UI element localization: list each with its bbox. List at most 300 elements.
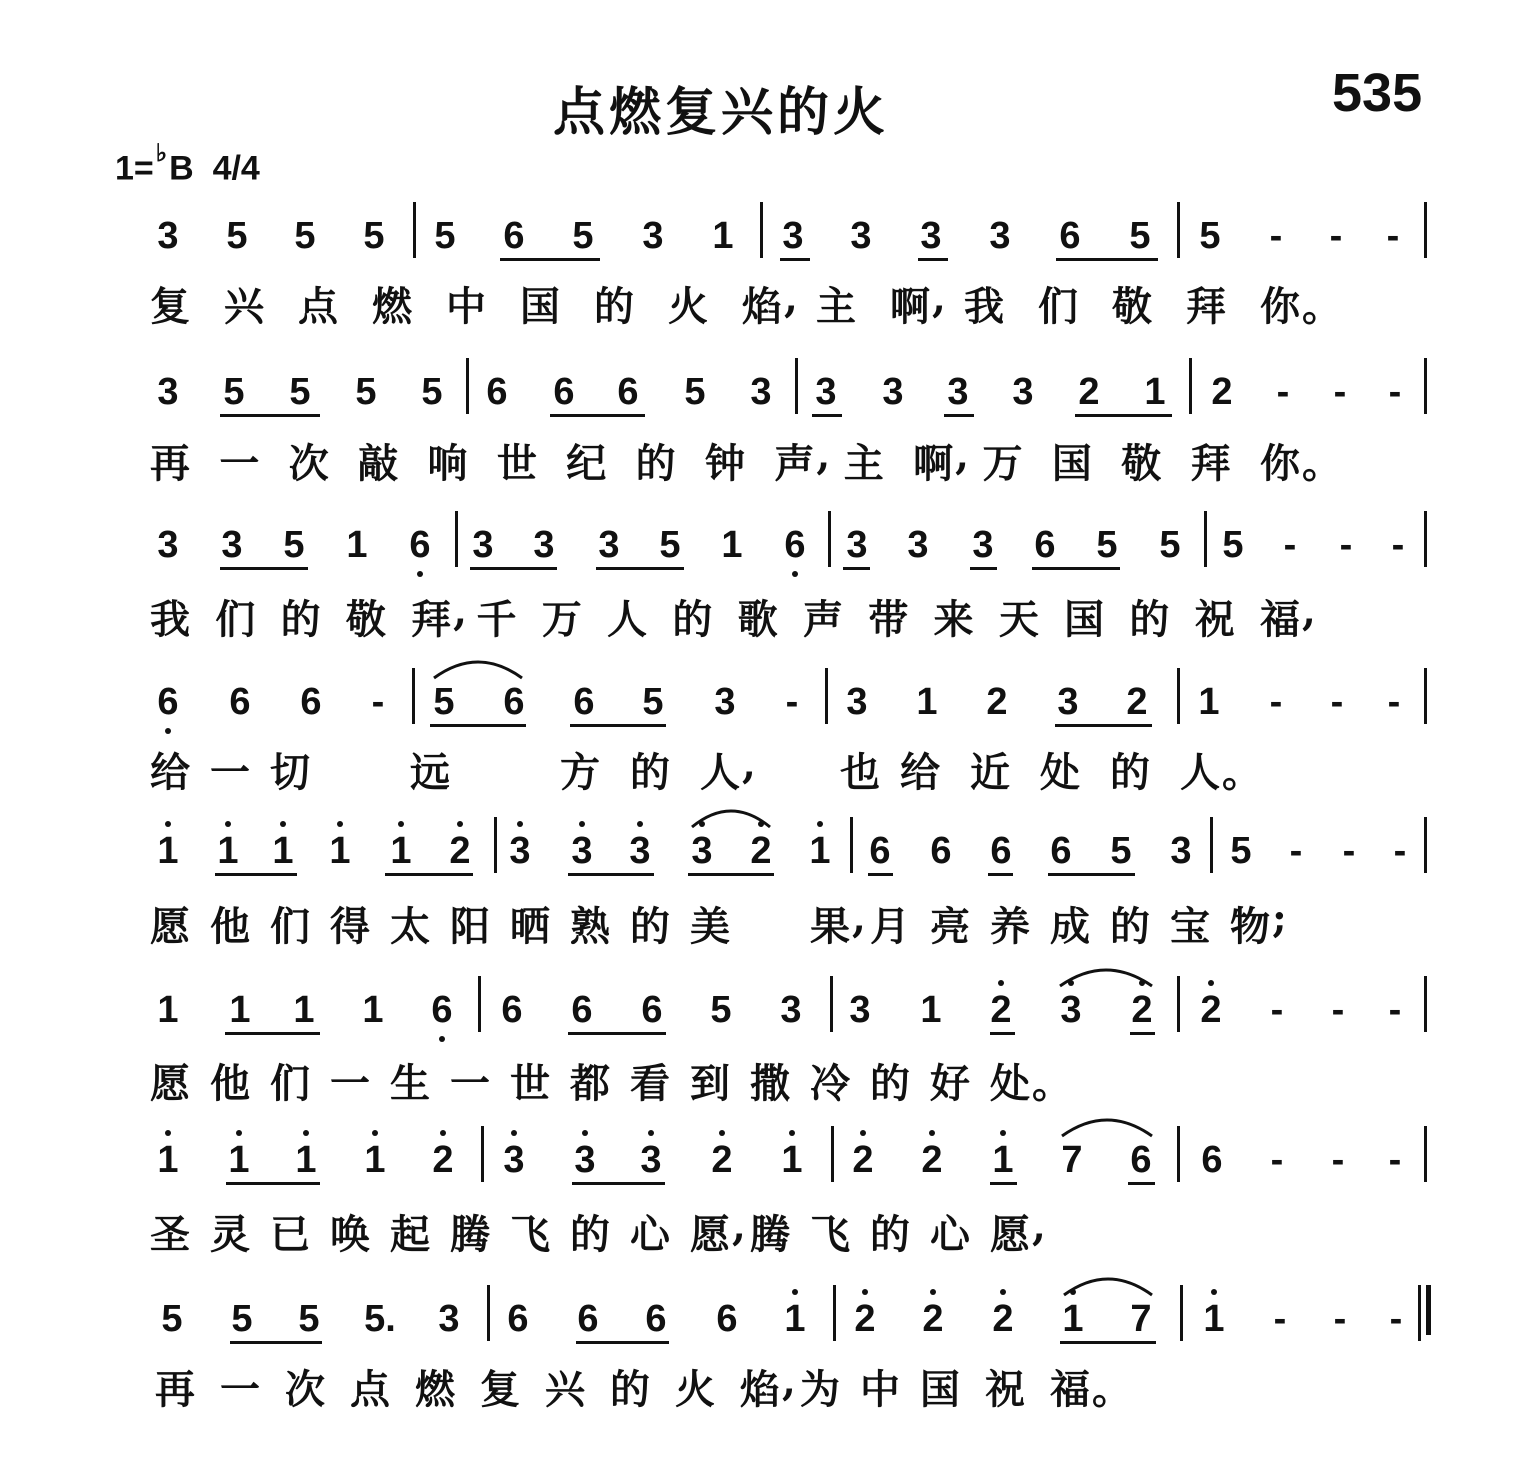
note: 5: [684, 371, 706, 413]
lyric-char: 焰: [742, 283, 782, 330]
note: 3: [846, 524, 868, 566]
beam-underline: [225, 1032, 320, 1035]
barline: [833, 1285, 836, 1341]
note: 6: [501, 989, 523, 1031]
octave-up-dot: [860, 1130, 866, 1136]
octave-down-dot: [165, 728, 171, 734]
lyric-char: 熟: [570, 903, 610, 950]
lyric-char: 的: [672, 596, 713, 643]
beam-underline: [1130, 1032, 1155, 1035]
note: 1: [157, 830, 179, 872]
note: 1: [293, 989, 315, 1031]
lyric-char: 们: [215, 596, 256, 643]
note: 1: [784, 1298, 806, 1340]
note: 7: [1130, 1298, 1152, 1340]
lyric-char: 火: [675, 1366, 715, 1413]
octave-down-dot: [439, 1036, 445, 1042]
lyric-char: 中: [446, 283, 486, 330]
lyric-char: 的: [594, 283, 634, 330]
beam-underline: [918, 258, 948, 261]
octave-up-dot: [303, 1130, 309, 1136]
note: 5: [710, 989, 732, 1031]
lyric-char: 们: [1038, 283, 1078, 330]
lyric-char: 腾: [750, 1211, 790, 1258]
note: 1: [362, 989, 384, 1031]
lyric-char: 再: [150, 440, 190, 487]
note: 3: [472, 524, 494, 566]
note: 6: [157, 681, 179, 723]
lyric-char: 纪: [566, 440, 607, 487]
tie-arc: [688, 801, 774, 831]
octave-up-dot: [337, 821, 343, 827]
note: 3: [920, 215, 942, 257]
hymn-number: 535: [1332, 63, 1423, 123]
beam-underline: [226, 1182, 320, 1185]
dash-extension: -: [1269, 215, 1283, 257]
tie-arc-path: [1062, 1120, 1152, 1136]
tie-arc-path: [1064, 1279, 1152, 1295]
beam-underline: [944, 414, 974, 417]
note: 1: [217, 830, 239, 872]
barline: [1189, 358, 1192, 414]
note: 5: [434, 215, 456, 257]
lyric-char: 生: [390, 1060, 430, 1107]
beam-underline: [430, 724, 526, 727]
note: 6: [784, 524, 806, 566]
note: 6: [1034, 524, 1056, 566]
note: 1: [920, 989, 942, 1031]
octave-up-dot: [440, 1130, 446, 1136]
key-signature: [115, 140, 260, 188]
note: 6: [229, 681, 251, 723]
lyric-char: 的: [635, 440, 676, 487]
lyric-char: 愿: [150, 903, 190, 950]
lyric-char: 国: [520, 283, 560, 330]
octave-up-dot: [1208, 980, 1214, 986]
lyric-char: 的: [1129, 596, 1170, 643]
note: 1: [229, 989, 251, 1031]
lyric-char: 也: [840, 749, 880, 796]
beam-underline: [970, 567, 997, 570]
note: 3: [1057, 681, 1079, 723]
key-note: B: [169, 149, 194, 188]
octave-up-dot: [372, 1130, 378, 1136]
beam-underline: [500, 258, 600, 261]
dash-extension: -: [1388, 1139, 1402, 1181]
note: 2: [449, 830, 471, 872]
note: 6: [486, 371, 508, 413]
lyric-char: 敬: [1121, 440, 1162, 487]
lyric-char: 美: [690, 903, 730, 950]
note: 6: [990, 830, 1012, 872]
lyric-char: ;: [1272, 895, 1287, 942]
lyric-char: 我: [964, 283, 1004, 330]
lyric-char: 中: [860, 1366, 900, 1413]
note: 1: [272, 830, 294, 872]
octave-up-dot: [792, 1289, 798, 1295]
note: 5: [1230, 830, 1252, 872]
beam-underline: [1075, 414, 1172, 417]
note: 5: [289, 371, 311, 413]
lyric-char: 给: [900, 749, 940, 796]
note: 5: [294, 215, 316, 257]
octave-up-dot: [1211, 1289, 1217, 1295]
barline: [466, 358, 469, 414]
note: 5: [231, 1298, 253, 1340]
note: 1: [1198, 681, 1220, 723]
lyric-char: 近: [970, 749, 1010, 796]
barline: [1177, 202, 1180, 258]
lyric-char: 人: [1180, 749, 1220, 796]
lyric-char: 再: [155, 1366, 195, 1413]
dash-extension: -: [1389, 1298, 1403, 1340]
lyric-char: 千: [476, 596, 517, 643]
barline: [1424, 1126, 1427, 1182]
note: 3: [846, 681, 868, 723]
lyric-char: 成: [1050, 903, 1090, 950]
barline: [1424, 668, 1427, 724]
lyric-char: 的: [280, 596, 321, 643]
dash-extension: -: [1333, 1298, 1347, 1340]
note: 1: [157, 989, 179, 1031]
note: 5: [298, 1298, 320, 1340]
note: 1: [157, 1139, 179, 1181]
lyric-char: 啊: [890, 283, 930, 330]
lyric-char: 带: [868, 596, 909, 643]
note: 3: [850, 215, 872, 257]
lyric-char: 火: [668, 283, 708, 330]
note: 5: [1096, 524, 1118, 566]
lyric-char: 一: [220, 1366, 260, 1413]
lyric-char: 看: [630, 1060, 670, 1107]
beam-underline: [572, 1182, 665, 1185]
octave-up-dot: [511, 1130, 517, 1136]
barline: [825, 668, 828, 724]
lyric-char: 钟: [705, 440, 745, 487]
dash-extension: -: [371, 681, 385, 723]
lyric-char: 飞: [810, 1211, 850, 1258]
note: 2: [432, 1139, 454, 1181]
barline: [481, 1126, 484, 1182]
lyric-char: 一: [219, 440, 260, 487]
lyric-char: 人: [607, 596, 648, 643]
tie-arc-path: [692, 811, 770, 827]
note: 1: [329, 830, 351, 872]
lyric-char: 太: [390, 903, 430, 950]
octave-up-dot: [457, 821, 463, 827]
note: 3: [1060, 989, 1082, 1031]
note: 3: [598, 524, 620, 566]
note: 3: [157, 215, 179, 257]
lyric-char: 一: [450, 1060, 490, 1107]
lyric-char: 兴: [224, 283, 264, 330]
lyric-char: 果: [810, 903, 850, 950]
lyric-char: 啊: [913, 440, 954, 487]
lyric-char: 。: [1302, 283, 1342, 330]
note: 3: [782, 215, 804, 257]
note: 2: [854, 1298, 876, 1340]
note: 3: [750, 371, 772, 413]
beam-underline: [470, 567, 557, 570]
lyric-char: 万: [541, 596, 582, 643]
lyric-char: 的: [570, 1211, 610, 1258]
lyric-char: ,: [732, 1203, 746, 1250]
note: 5: [161, 1298, 183, 1340]
note: 5: [283, 524, 305, 566]
note: 6: [577, 1298, 599, 1340]
final-barline: [1418, 1285, 1421, 1341]
lyric-char: ,: [852, 895, 866, 942]
octave-up-dot: [789, 1130, 795, 1136]
note: 3: [221, 524, 243, 566]
note: 2: [1131, 989, 1153, 1031]
beam-underline: [385, 873, 473, 876]
octave-up-dot: [929, 1130, 935, 1136]
barline: [1424, 511, 1427, 567]
lyric-char: 人: [700, 749, 740, 796]
beam-underline: [843, 567, 870, 570]
note: 3: [815, 371, 837, 413]
octave-up-dot: [517, 821, 523, 827]
octave-up-dot: [225, 821, 231, 827]
lyric-char: 次: [285, 1366, 325, 1413]
lyric-char: ,: [1032, 1203, 1046, 1250]
dash-extension: -: [1391, 524, 1405, 566]
note: 1: [916, 681, 938, 723]
barline: [1210, 817, 1213, 873]
lyric-char: 起: [390, 1211, 430, 1258]
lyric-char: 腾: [450, 1211, 490, 1258]
note: 6: [617, 371, 639, 413]
lyric-char: 撒: [750, 1060, 790, 1107]
note: 6: [503, 681, 525, 723]
note: 2: [922, 1298, 944, 1340]
barline: [1424, 202, 1427, 258]
lyric-char: 心: [630, 1211, 670, 1258]
note: 5: [433, 681, 455, 723]
lyric-char: 宝: [1170, 903, 1210, 950]
note: 6: [641, 989, 663, 1031]
lyric-char: 世: [496, 440, 537, 487]
note: 5: [1129, 215, 1151, 257]
lyric-char: 阳: [450, 903, 490, 950]
lyric-char: 敲: [358, 440, 399, 487]
note: 3: [157, 371, 179, 413]
lyric-char: 愿: [150, 1060, 190, 1107]
lyric-char: ,: [782, 1358, 796, 1405]
note: 5: [1159, 524, 1181, 566]
dash-extension: -: [1393, 830, 1407, 872]
key-prefix: 1=: [115, 149, 154, 188]
barline: [478, 976, 481, 1032]
lyric-char: 祝: [985, 1366, 1025, 1413]
note: 5: [363, 215, 385, 257]
barline: [1177, 976, 1180, 1032]
note: 2: [921, 1139, 943, 1181]
beam-underline: [988, 873, 1013, 876]
beam-underline: [1048, 873, 1135, 876]
note: 6: [1201, 1139, 1223, 1181]
note: 6: [503, 215, 525, 257]
note: 7: [1061, 1139, 1083, 1181]
lyric-char: 到: [690, 1060, 730, 1107]
note: 6: [1059, 215, 1081, 257]
lyric-char: ,: [453, 588, 468, 635]
beam-underline: [990, 1182, 1017, 1185]
lyric-char: 处: [990, 1060, 1030, 1107]
dash-extension: -: [1329, 215, 1343, 257]
beam-underline: [868, 873, 893, 876]
dash-extension: -: [1331, 989, 1345, 1031]
lyric-char: 的: [870, 1211, 910, 1258]
lyric-char: 点: [350, 1366, 390, 1413]
lyric-char: 。: [1302, 440, 1342, 487]
note: 6: [409, 524, 431, 566]
dash-extension: -: [1331, 1139, 1345, 1181]
lyric-char: ,: [1302, 588, 1316, 635]
note: 3: [882, 371, 904, 413]
lyric-char: 的: [870, 1060, 910, 1107]
beam-underline: [220, 567, 308, 570]
note: 6: [716, 1298, 738, 1340]
lyric-char: ,: [742, 741, 756, 788]
octave-up-dot: [817, 821, 823, 827]
lyric-char: 国: [920, 1366, 960, 1413]
lyric-char: 一: [210, 749, 250, 796]
beam-underline: [550, 414, 645, 417]
note: 3: [438, 1298, 460, 1340]
lyric-char: 物: [1230, 903, 1270, 950]
note: 2: [1211, 371, 1233, 413]
lyric-char: 拜: [411, 596, 452, 643]
barline: [1424, 976, 1427, 1032]
lyric-char: 晒: [510, 903, 550, 950]
note: 3: [989, 215, 1011, 257]
lyric-char: 国: [1051, 440, 1092, 487]
lyric-char: 的: [1110, 749, 1150, 796]
octave-up-dot: [998, 980, 1004, 986]
lyric-char: 敬: [345, 596, 386, 643]
hymn-title: 点燃复兴的火: [553, 82, 890, 143]
note: 5: [1199, 215, 1221, 257]
lyric-char: 切: [270, 749, 310, 796]
octave-up-dot: [165, 1130, 171, 1136]
dash-extension: -: [1270, 989, 1284, 1031]
dash-extension: -: [1276, 371, 1290, 413]
octave-up-dot: [1000, 1130, 1006, 1136]
note: 3: [714, 681, 736, 723]
barline: [494, 817, 497, 873]
beam-underline: [688, 873, 774, 876]
beam-underline: [568, 1032, 666, 1035]
note: 3: [533, 524, 555, 566]
note: 5: [223, 371, 245, 413]
lyric-char: 世: [510, 1060, 550, 1107]
flat-sign: ♭: [155, 140, 168, 167]
lyric-char: 。: [1032, 1060, 1072, 1107]
barline: [413, 202, 416, 258]
beam-underline: [1032, 567, 1120, 570]
note: 5: [642, 681, 664, 723]
note: 3: [691, 830, 713, 872]
barline: [1180, 1285, 1183, 1341]
dash-extension: -: [1387, 681, 1401, 723]
lyric-char: 拜: [1190, 440, 1231, 487]
note: 3: [640, 1139, 662, 1181]
beam-underline: [220, 414, 320, 417]
lyric-char: 。: [1092, 1366, 1132, 1413]
note: 1: [712, 215, 734, 257]
dash-extension: -: [785, 681, 799, 723]
beam-underline: [596, 567, 684, 570]
note: 6: [431, 989, 453, 1031]
note: 1: [781, 1139, 803, 1181]
barline: [1424, 817, 1427, 873]
lyric-char: 唤: [330, 1211, 370, 1258]
lyric-char: 他: [210, 1060, 250, 1107]
note: 3: [1012, 371, 1034, 413]
lyric-char: 们: [270, 903, 310, 950]
beam-underline: [230, 1341, 322, 1344]
note: 5: [572, 215, 594, 257]
note: 5: [421, 371, 443, 413]
dash-extension: -: [1273, 1298, 1287, 1340]
barline: [831, 1126, 834, 1182]
lyric-char: 歌: [737, 596, 778, 643]
beam-underline: [568, 873, 654, 876]
note: 3: [509, 830, 531, 872]
dash-extension: -: [1289, 830, 1303, 872]
beam-underline: [1056, 258, 1158, 261]
note: 5: [1222, 524, 1244, 566]
lyric-char: 亮: [930, 903, 970, 950]
dash-extension: -: [1386, 215, 1400, 257]
dash-extension: -: [1283, 524, 1297, 566]
note: 1: [721, 524, 743, 566]
tie-arc: [1060, 1269, 1156, 1299]
note: 3: [574, 1139, 596, 1181]
note: 6: [507, 1298, 529, 1340]
octave-up-dot: [280, 821, 286, 827]
note: 6: [930, 830, 952, 872]
lyric-char: 拜: [1186, 283, 1226, 330]
barline: [412, 668, 415, 724]
lyric-char: ,: [816, 432, 831, 479]
lyric-char: ,: [784, 275, 798, 322]
note: 1: [1203, 1298, 1225, 1340]
lyric-char: 给: [150, 749, 190, 796]
note: 1: [228, 1139, 250, 1181]
lyric-char: 主: [843, 440, 884, 487]
octave-up-dot: [236, 1130, 242, 1136]
lyric-char: 兴: [545, 1366, 585, 1413]
dash-extension: -: [1342, 830, 1356, 872]
lyric-char: 月: [870, 903, 910, 950]
note: 2: [992, 1298, 1014, 1340]
note: 3: [947, 371, 969, 413]
barline: [1177, 668, 1180, 724]
lyric-char: 远: [410, 749, 450, 796]
lyric-char: 你: [1260, 283, 1300, 330]
barline: [828, 511, 831, 567]
lyric-char: 福: [1260, 596, 1300, 643]
lyric-char: 福: [1050, 1366, 1090, 1413]
lyric-char: 次: [288, 440, 329, 487]
note: 5: [659, 524, 681, 566]
lyric-char: 飞: [510, 1211, 550, 1258]
note: 3: [849, 989, 871, 1031]
octave-up-dot: [165, 821, 171, 827]
